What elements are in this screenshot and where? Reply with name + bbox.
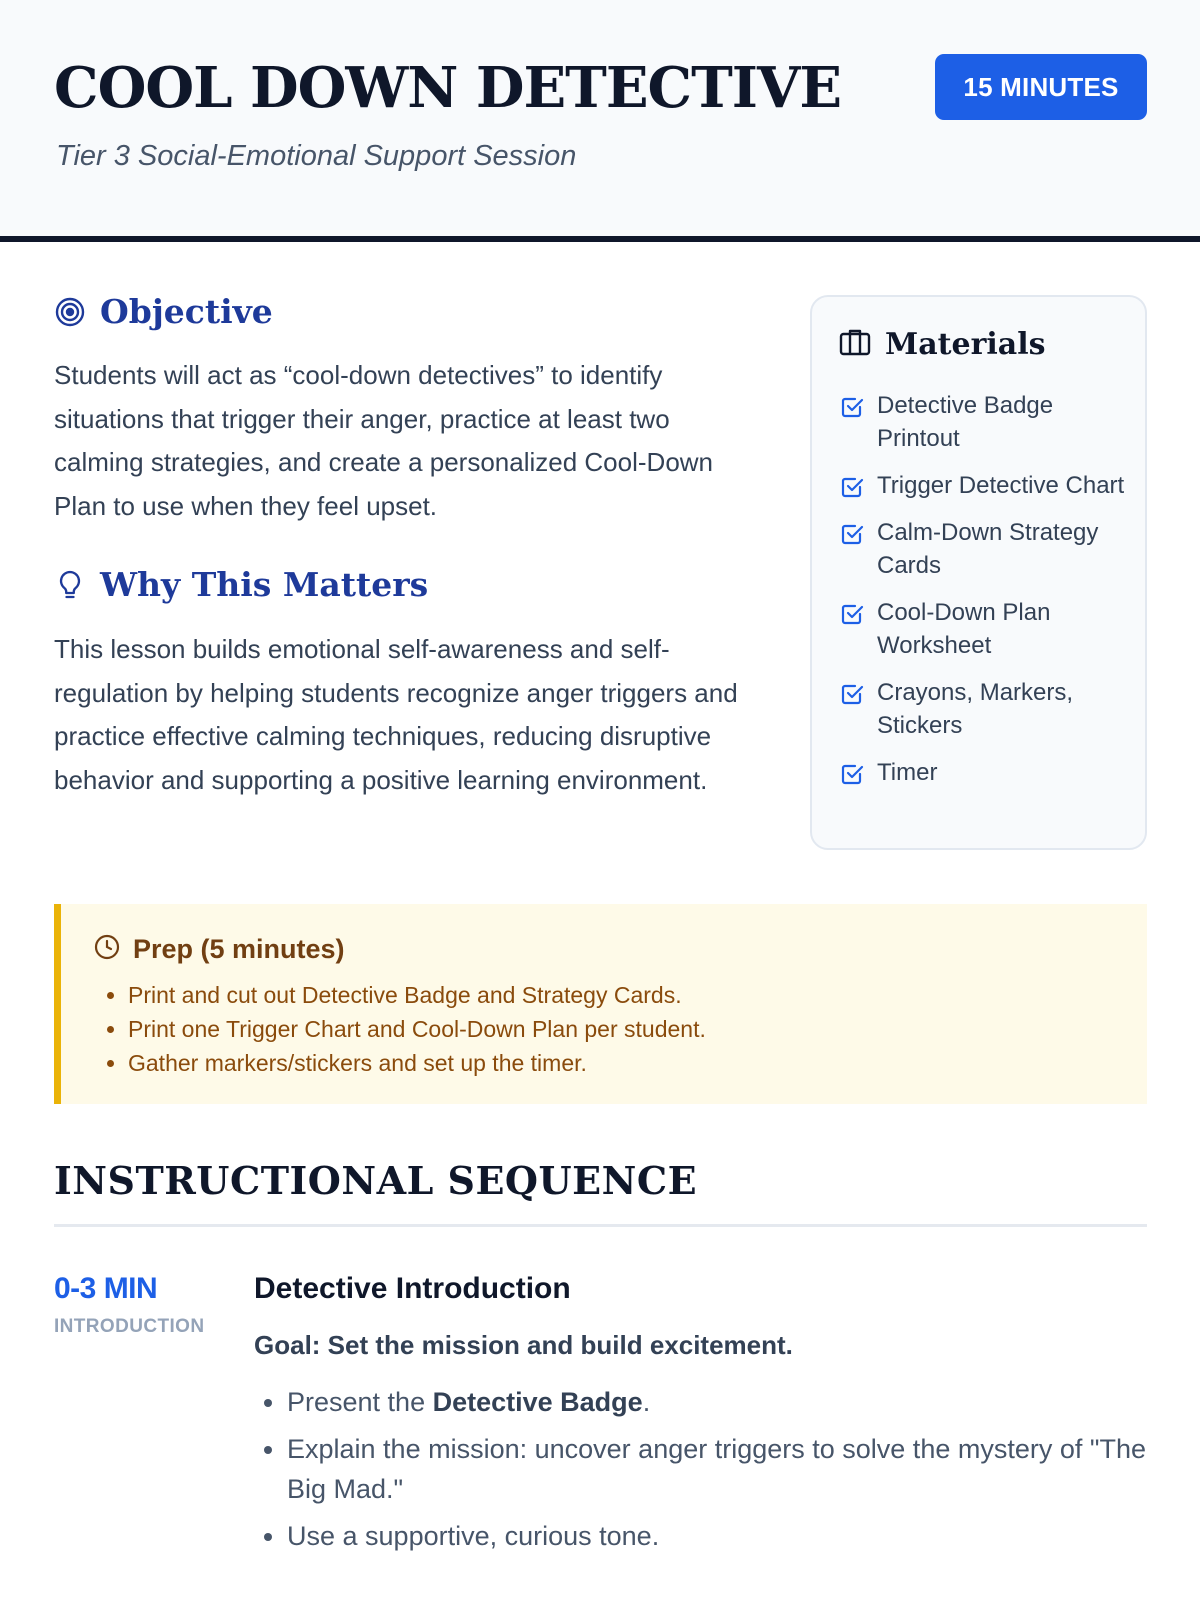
- header: [0, 0, 1200, 242]
- objective-heading: [54, 292, 273, 331]
- materials-card: [810, 295, 1147, 850]
- checkbox-icon: [839, 474, 865, 500]
- materials-item: [839, 469, 1139, 502]
- prep-callout: [54, 904, 1147, 1104]
- prep-item: • Gather markers/stickers and set up the timer.: [128, 1046, 1128, 1080]
- page-title: COOL DOWN DETECTIVE: [54, 55, 842, 121]
- step-title: Detective Introduction: [254, 1272, 571, 1305]
- checkbox-icon: [839, 521, 865, 547]
- checkbox-icon: [839, 761, 865, 787]
- step-time: 0-3 MIN: [54, 1272, 158, 1305]
- checkbox-icon: [839, 394, 865, 420]
- step-bullet-emphasis: Detective Badge: [432, 1387, 643, 1417]
- why-title: Why This Matters: [100, 565, 429, 604]
- step-bullet: [287, 1382, 1147, 1422]
- materials-title: Materials: [885, 327, 1046, 362]
- materials-item-label: Trigger Detective Chart: [877, 472, 1125, 499]
- target-icon: [54, 296, 86, 328]
- step-bullet-text: Explain the mission: uncover anger triggers to solve the mystery of "The Big Mad.": [287, 1434, 1146, 1504]
- duration-badge: 15 MINUTES: [935, 54, 1147, 120]
- step-bullet-text: Use a supportive, curious tone.: [287, 1521, 660, 1551]
- materials-item: [839, 756, 1139, 789]
- objective-text: Students will act as “cool-down detectives” to identify situations that trigger their anger, practice at least two calming strategies, and create a personalized Cool-Down Plan to use when they feel upset.: [54, 360, 714, 521]
- sequence-title: INSTRUCTIONAL SEQUENCE: [54, 1158, 698, 1203]
- materials-item-label: Cool-Down Plan Worksheet: [877, 599, 1051, 659]
- divider: [54, 1224, 1147, 1227]
- prep-list: [128, 978, 1128, 1080]
- briefcase-icon: [839, 327, 871, 362]
- objective-title: Objective: [100, 292, 273, 331]
- materials-item: [839, 596, 1139, 662]
- materials-item: [839, 676, 1139, 742]
- prep-item: • Print one Trigger Chart and Cool-Down Plan per student.: [128, 1012, 1128, 1046]
- prep-heading: [94, 934, 345, 965]
- materials-item-label: Calm-Down Strategy Cards: [877, 519, 1099, 579]
- prep-item: • Print and cut out Detective Badge and Strategy Cards.: [128, 978, 1128, 1012]
- materials-list: [839, 389, 1139, 803]
- materials-item-label: Crayons, Markers, Stickers: [877, 679, 1074, 739]
- why-heading: [54, 565, 428, 604]
- materials-item: [839, 389, 1139, 455]
- materials-item: [839, 516, 1139, 582]
- step-bullet-text: .: [642, 1387, 651, 1417]
- step-bullets: [287, 1382, 1147, 1563]
- step-bullet: [287, 1429, 1147, 1509]
- step-bullet: [287, 1516, 1147, 1556]
- checkbox-icon: [839, 681, 865, 707]
- materials-item-label: Timer: [877, 759, 938, 786]
- checkbox-icon: [839, 601, 865, 627]
- page-subtitle: Tier 3 Social-Emotional Support Session: [56, 140, 577, 172]
- prep-title: Prep (5 minutes): [133, 934, 345, 964]
- clock-icon: [94, 934, 120, 965]
- materials-item-label: Detective Badge Printout: [877, 392, 1054, 452]
- step-phase: INTRODUCTION: [54, 1316, 205, 1337]
- step-bullet-text: Present the: [287, 1387, 433, 1417]
- lightbulb-icon: [54, 569, 86, 601]
- materials-heading: [839, 327, 1046, 362]
- why-text: This lesson builds emotional self-awareness and self-regulation by helping students recognize anger triggers and practice effective calming techniques, reducing disruptive behavior and supporting a positive learning environment.: [54, 634, 738, 795]
- step-goal: Goal: Set the mission and build excitement.: [254, 1330, 793, 1360]
